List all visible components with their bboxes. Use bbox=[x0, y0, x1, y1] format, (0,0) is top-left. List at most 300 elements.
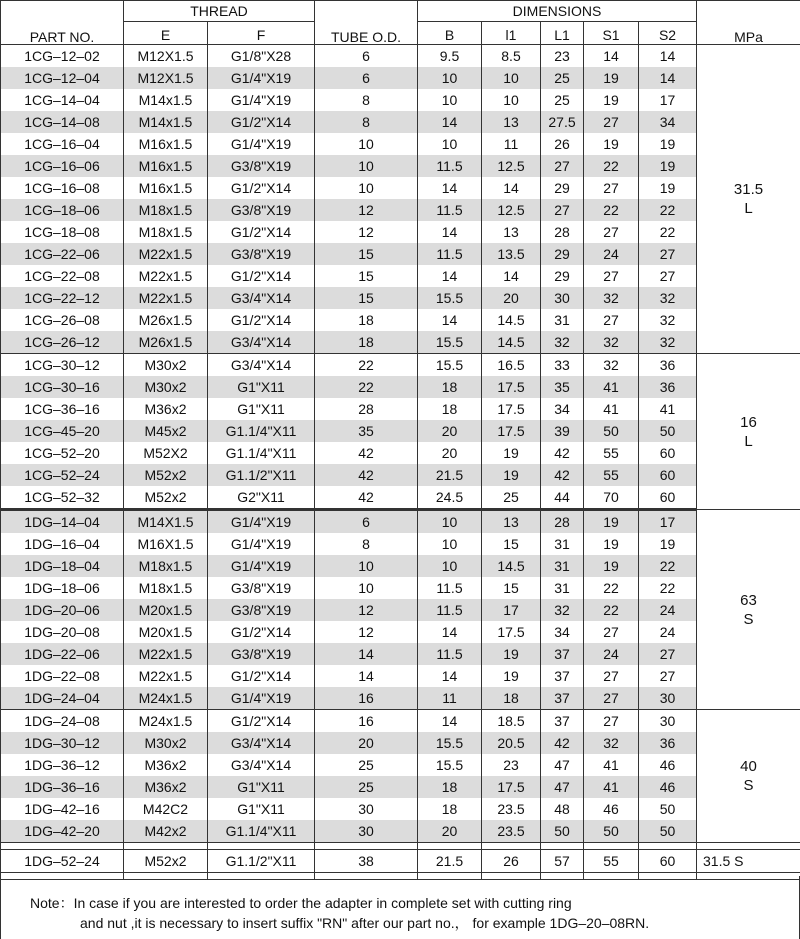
table-row bbox=[1, 732, 800, 754]
cell-tube-od: 14 bbox=[315, 643, 418, 665]
cell-dim-b: 15.5 bbox=[418, 732, 482, 754]
cell-dim-s1: 19 bbox=[584, 89, 639, 111]
cell-dim-s1: 27 bbox=[584, 221, 639, 243]
cell-tube-od: 15 bbox=[315, 243, 418, 265]
cell-dim-l1: 23 bbox=[541, 45, 584, 68]
header-mpa: MPa bbox=[697, 1, 800, 45]
table-row bbox=[1, 221, 800, 243]
cell-dim-s1: 55 bbox=[584, 442, 639, 464]
cell-part-no: 1CG–16–04 bbox=[1, 133, 124, 155]
cell-tube-od: 10 bbox=[315, 555, 418, 577]
cell-thread-e: M14X1.5 bbox=[124, 510, 208, 534]
table-row bbox=[1, 45, 800, 68]
note-label: Note： bbox=[30, 895, 74, 911]
cell-thread-e: M20x1.5 bbox=[124, 621, 208, 643]
cell-thread-e: M20x1.5 bbox=[124, 599, 208, 621]
cell-dim-s1: 41 bbox=[584, 776, 639, 798]
cell-dim-l1: 28 bbox=[541, 510, 584, 534]
cell-dim-l1: 25 bbox=[541, 89, 584, 111]
cell-part-no: 1CG–30–16 bbox=[1, 376, 124, 398]
cell-dim-s2: 36 bbox=[639, 376, 697, 398]
cell-part-no: 1CG–22–06 bbox=[1, 243, 124, 265]
cell-dim-l1-lower: 20 bbox=[482, 287, 541, 309]
table-row bbox=[1, 177, 800, 199]
pressure-rating bbox=[697, 510, 800, 710]
cell-dim-l1-lower: 20.5 bbox=[482, 732, 541, 754]
note-border-left bbox=[0, 876, 1, 939]
spacer-cell bbox=[541, 843, 584, 850]
cell-part-no: 1CG–18–08 bbox=[1, 221, 124, 243]
cell-thread-e: M22x1.5 bbox=[124, 287, 208, 309]
header-dim-b: B bbox=[418, 22, 482, 45]
cell-dim-s2: 14 bbox=[639, 67, 697, 89]
cell-dim-l1: 34 bbox=[541, 398, 584, 420]
cell-dim-l1-lower: 16.5 bbox=[482, 354, 541, 377]
cell-dim-s1: 27 bbox=[584, 111, 639, 133]
cell-part-no: 1DG–24–04 bbox=[1, 687, 124, 710]
cell-dim-b: 9.5 bbox=[418, 45, 482, 68]
pressure-value: 40 bbox=[740, 758, 757, 775]
cell-thread-f: G3/8"X19 bbox=[208, 243, 315, 265]
cell-dim-l1-lower: 17 bbox=[482, 599, 541, 621]
note-line-2: and nut ,it is necessary to insert suffix "RN" after our part no.， for example 1DG–20–08RN. bbox=[80, 915, 650, 931]
cell-part-no: 1CG–26–12 bbox=[1, 331, 124, 354]
cell-thread-f: G1/2"X14 bbox=[208, 665, 315, 687]
cell-thread-e: M22x1.5 bbox=[124, 643, 208, 665]
cell-part-no: 1CG–52–32 bbox=[1, 486, 124, 510]
table-row bbox=[1, 354, 800, 377]
cell-dim-b: 10 bbox=[418, 533, 482, 555]
cell-dim-s1: 27 bbox=[584, 710, 639, 733]
cell-thread-f: G1/2"X14 bbox=[208, 177, 315, 199]
cell-dim-s1: 50 bbox=[584, 420, 639, 442]
cell-thread-e: M26x1.5 bbox=[124, 331, 208, 354]
cell-thread-e: M16X1.5 bbox=[124, 533, 208, 555]
cell-dim-s2: 19 bbox=[639, 533, 697, 555]
pressure-rating: 31.5 S bbox=[697, 850, 800, 873]
table-row bbox=[1, 533, 800, 555]
cell-dim-b: 11.5 bbox=[418, 577, 482, 599]
table-row bbox=[1, 665, 800, 687]
pressure-rating bbox=[697, 45, 800, 354]
cell-dim-l1: 33 bbox=[541, 354, 584, 377]
cell-thread-e: M52x2 bbox=[124, 464, 208, 486]
cell-dim-l1-lower: 12.5 bbox=[482, 155, 541, 177]
cell-dim-l1: 47 bbox=[541, 754, 584, 776]
cell-dim-s2: 27 bbox=[639, 643, 697, 665]
table-row bbox=[1, 265, 800, 287]
pressure-value: 16 bbox=[740, 413, 757, 431]
cell-dim-s2: 60 bbox=[639, 464, 697, 486]
cell-dim-s1: 27 bbox=[584, 265, 639, 287]
table-row bbox=[1, 89, 800, 111]
pressure-series: L bbox=[744, 200, 753, 217]
cell-thread-f: G1/2"X14 bbox=[208, 621, 315, 643]
cell-tube-od: 30 bbox=[315, 798, 418, 820]
cell-dim-l1-lower: 13 bbox=[482, 510, 541, 534]
cell-thread-f: G1"X11 bbox=[208, 798, 315, 820]
table-row bbox=[1, 621, 800, 643]
cell-dim-l1-lower: 19 bbox=[482, 464, 541, 486]
cell-dim-s1: 27 bbox=[584, 687, 639, 710]
cell-dim-l1: 44 bbox=[541, 486, 584, 510]
cell-dim-s1: 19 bbox=[584, 510, 639, 534]
cell-dim-l1: 32 bbox=[541, 331, 584, 354]
cell-dim-l1: 37 bbox=[541, 665, 584, 687]
cell-dim-s2: 27 bbox=[639, 243, 697, 265]
cell-dim-s2: 46 bbox=[639, 776, 697, 798]
cell-thread-e: M18x1.5 bbox=[124, 199, 208, 221]
cell-tube-od: 10 bbox=[315, 155, 418, 177]
cell-dim-b: 14 bbox=[418, 111, 482, 133]
cell-dim-b: 11.5 bbox=[418, 599, 482, 621]
cell-part-no: 1CG–36–16 bbox=[1, 398, 124, 420]
cell-dim-l1-lower: 15 bbox=[482, 533, 541, 555]
cell-dim-b: 15.5 bbox=[418, 754, 482, 776]
table-row bbox=[1, 376, 800, 398]
table-row bbox=[1, 577, 800, 599]
cell-dim-l1-lower: 18.5 bbox=[482, 710, 541, 733]
cell-dim-l1-lower: 17.5 bbox=[482, 398, 541, 420]
cell-thread-f: G1.1/4"X11 bbox=[208, 420, 315, 442]
cell-part-no: 1DG–36–12 bbox=[1, 754, 124, 776]
table-row bbox=[1, 754, 800, 776]
cell-dim-b: 10 bbox=[418, 555, 482, 577]
cell-dim-s2: 14 bbox=[639, 45, 697, 68]
cell-thread-f: G2"X11 bbox=[208, 486, 315, 510]
cell-dim-l1: 27 bbox=[541, 155, 584, 177]
spacer-cell bbox=[482, 843, 541, 850]
cell-thread-f: G1/4"X19 bbox=[208, 510, 315, 534]
cell-thread-f: G3/8"X19 bbox=[208, 599, 315, 621]
table-row bbox=[1, 464, 800, 486]
cell-part-no: 1DG–14–04 bbox=[1, 510, 124, 534]
spacer-cell bbox=[208, 843, 315, 850]
header-tube-od: TUBE O.D. bbox=[315, 1, 418, 45]
cell-dim-l1: 39 bbox=[541, 420, 584, 442]
cell-thread-e: M52X2 bbox=[124, 442, 208, 464]
cell-dim-l1-lower: 13 bbox=[482, 111, 541, 133]
cell-thread-e: M14x1.5 bbox=[124, 89, 208, 111]
table-row bbox=[1, 850, 800, 873]
table-row bbox=[1, 243, 800, 265]
cell-dim-l1: 31 bbox=[541, 577, 584, 599]
cell-dim-l1: 37 bbox=[541, 710, 584, 733]
cell-part-no: 1DG–18–04 bbox=[1, 555, 124, 577]
table-row bbox=[1, 67, 800, 89]
table-row bbox=[1, 776, 800, 798]
cell-part-no: 1DG–20–06 bbox=[1, 599, 124, 621]
cell-tube-od: 8 bbox=[315, 533, 418, 555]
cell-thread-f: G3/4"X14 bbox=[208, 354, 315, 377]
cell-dim-l1-lower: 14 bbox=[482, 265, 541, 287]
cell-dim-s1: 41 bbox=[584, 376, 639, 398]
cell-dim-l1-lower: 14 bbox=[482, 177, 541, 199]
cell-dim-s2: 34 bbox=[639, 111, 697, 133]
cell-dim-s2: 24 bbox=[639, 599, 697, 621]
cell-dim-s2: 22 bbox=[639, 221, 697, 243]
cell-thread-f: G1"X11 bbox=[208, 398, 315, 420]
cell-tube-od: 10 bbox=[315, 177, 418, 199]
header-dim-s1: S1 bbox=[584, 22, 639, 45]
table-row bbox=[1, 398, 800, 420]
cell-tube-od: 12 bbox=[315, 221, 418, 243]
cell-tube-od: 42 bbox=[315, 486, 418, 510]
cell-dim-s2: 60 bbox=[639, 850, 697, 873]
cell-dim-s1: 50 bbox=[584, 820, 639, 843]
table-row bbox=[1, 555, 800, 577]
cell-dim-l1: 31 bbox=[541, 555, 584, 577]
cell-dim-b: 10 bbox=[418, 89, 482, 111]
table-row bbox=[1, 710, 800, 733]
cell-dim-s1: 19 bbox=[584, 133, 639, 155]
pressure-value: 63 bbox=[740, 591, 757, 609]
cell-tube-od: 6 bbox=[315, 67, 418, 89]
cell-part-no: 1DG–20–08 bbox=[1, 621, 124, 643]
cell-dim-b: 14 bbox=[418, 177, 482, 199]
note-line-1 bbox=[30, 893, 572, 913]
cell-dim-b: 15.5 bbox=[418, 331, 482, 354]
cell-thread-e: M52x2 bbox=[124, 850, 208, 873]
table-row bbox=[1, 420, 800, 442]
cell-thread-f: G3/8"X19 bbox=[208, 577, 315, 599]
cell-dim-b: 18 bbox=[418, 398, 482, 420]
header-dim-l1-lower: l1 bbox=[482, 22, 541, 45]
cell-dim-s1: 22 bbox=[584, 577, 639, 599]
cell-dim-b: 11.5 bbox=[418, 155, 482, 177]
cell-thread-f: G1/2"X14 bbox=[208, 710, 315, 733]
cell-dim-s1: 27 bbox=[584, 621, 639, 643]
table-row bbox=[1, 331, 800, 354]
cell-dim-s1: 55 bbox=[584, 850, 639, 873]
cell-thread-e: M16x1.5 bbox=[124, 155, 208, 177]
cell-tube-od: 12 bbox=[315, 599, 418, 621]
table-row bbox=[1, 111, 800, 133]
cell-part-no: 1DG–16–04 bbox=[1, 533, 124, 555]
spacer-cell bbox=[418, 843, 482, 850]
cell-part-no: 1CG–52–20 bbox=[1, 442, 124, 464]
cell-dim-s2: 22 bbox=[639, 199, 697, 221]
cell-thread-e: M22x1.5 bbox=[124, 265, 208, 287]
cell-dim-s2: 32 bbox=[639, 309, 697, 331]
cell-dim-b: 10 bbox=[418, 133, 482, 155]
cell-dim-l1-lower: 26 bbox=[482, 850, 541, 873]
cell-tube-od: 10 bbox=[315, 133, 418, 155]
cell-thread-e: M42x2 bbox=[124, 820, 208, 843]
cell-thread-f: G3/8"X19 bbox=[208, 155, 315, 177]
cell-tube-od: 18 bbox=[315, 331, 418, 354]
cell-thread-e: M52x2 bbox=[124, 486, 208, 510]
cell-part-no: 1CG–18–06 bbox=[1, 199, 124, 221]
cell-thread-e: M18x1.5 bbox=[124, 221, 208, 243]
cell-dim-s1: 70 bbox=[584, 486, 639, 510]
cell-dim-l1-lower: 17.5 bbox=[482, 776, 541, 798]
cell-tube-od: 18 bbox=[315, 309, 418, 331]
cell-dim-b: 21.5 bbox=[418, 464, 482, 486]
spacer-cell bbox=[1, 843, 124, 850]
cell-tube-od: 42 bbox=[315, 442, 418, 464]
cell-thread-f: G1/4"X19 bbox=[208, 89, 315, 111]
cell-dim-b: 14 bbox=[418, 710, 482, 733]
cell-dim-l1: 37 bbox=[541, 643, 584, 665]
cell-dim-s2: 27 bbox=[639, 265, 697, 287]
cell-tube-od: 20 bbox=[315, 732, 418, 754]
cell-dim-s1: 32 bbox=[584, 331, 639, 354]
cell-dim-l1-lower: 15 bbox=[482, 577, 541, 599]
cell-dim-b: 14 bbox=[418, 665, 482, 687]
cell-dim-s2: 24 bbox=[639, 621, 697, 643]
cell-dim-b: 15.5 bbox=[418, 354, 482, 377]
table-row bbox=[1, 643, 800, 665]
cell-thread-e: M45x2 bbox=[124, 420, 208, 442]
cell-dim-l1: 48 bbox=[541, 798, 584, 820]
header-thread: THREAD bbox=[124, 1, 315, 22]
cell-thread-f: G1"X11 bbox=[208, 776, 315, 798]
cell-thread-e: M30x2 bbox=[124, 376, 208, 398]
cell-thread-e: M36x2 bbox=[124, 754, 208, 776]
cell-thread-e: M18x1.5 bbox=[124, 577, 208, 599]
cell-thread-f: G1/4"X19 bbox=[208, 555, 315, 577]
cell-tube-od: 16 bbox=[315, 687, 418, 710]
cell-tube-od: 35 bbox=[315, 420, 418, 442]
pressure-rating bbox=[697, 354, 800, 510]
cell-dim-s2: 19 bbox=[639, 133, 697, 155]
cell-dim-b: 15.5 bbox=[418, 287, 482, 309]
cell-dim-l1: 27.5 bbox=[541, 111, 584, 133]
cell-thread-f: G3/4"X14 bbox=[208, 732, 315, 754]
cell-thread-f: G3/4"X14 bbox=[208, 287, 315, 309]
cell-tube-od: 25 bbox=[315, 776, 418, 798]
cell-dim-s2: 50 bbox=[639, 820, 697, 843]
cell-part-no: 1CG–22–12 bbox=[1, 287, 124, 309]
cell-dim-b: 11.5 bbox=[418, 199, 482, 221]
cell-dim-b: 11.5 bbox=[418, 243, 482, 265]
cell-tube-od: 16 bbox=[315, 710, 418, 733]
cell-tube-od: 6 bbox=[315, 510, 418, 534]
cell-dim-l1-lower: 8.5 bbox=[482, 45, 541, 68]
cell-part-no: 1CG–45–20 bbox=[1, 420, 124, 442]
spacer-cell bbox=[124, 843, 208, 850]
cell-dim-l1: 25 bbox=[541, 67, 584, 89]
cell-dim-l1-lower: 14.5 bbox=[482, 331, 541, 354]
cell-thread-e: M26x1.5 bbox=[124, 309, 208, 331]
cell-thread-e: M16x1.5 bbox=[124, 133, 208, 155]
pressure-rating bbox=[697, 710, 800, 843]
spacer-cell bbox=[639, 843, 697, 850]
cell-part-no: 1CG–14–08 bbox=[1, 111, 124, 133]
cell-dim-s1: 32 bbox=[584, 354, 639, 377]
cell-thread-f: G1/4"X19 bbox=[208, 133, 315, 155]
table-row bbox=[1, 309, 800, 331]
cell-dim-l1-lower: 11 bbox=[482, 133, 541, 155]
header-thread-f: F bbox=[208, 22, 315, 45]
cell-dim-l1-lower: 13.5 bbox=[482, 243, 541, 265]
order-note bbox=[0, 876, 800, 939]
table-row bbox=[1, 199, 800, 221]
cell-dim-b: 18 bbox=[418, 776, 482, 798]
cell-dim-l1-lower: 19 bbox=[482, 665, 541, 687]
cell-dim-s1: 55 bbox=[584, 464, 639, 486]
cell-dim-l1-lower: 14.5 bbox=[482, 309, 541, 331]
cell-part-no: 1DG–36–16 bbox=[1, 776, 124, 798]
note-text-1: In case if you are interested to order the adapter in complete set with cutting ring bbox=[73, 895, 572, 911]
cell-dim-s2: 19 bbox=[639, 155, 697, 177]
cell-dim-s2: 27 bbox=[639, 665, 697, 687]
cell-thread-e: M24x1.5 bbox=[124, 687, 208, 710]
cell-dim-s2: 30 bbox=[639, 710, 697, 733]
cell-dim-s1: 14 bbox=[584, 45, 639, 68]
cell-tube-od: 28 bbox=[315, 398, 418, 420]
cell-dim-b: 14 bbox=[418, 221, 482, 243]
cell-dim-b: 14 bbox=[418, 621, 482, 643]
cell-dim-l1: 42 bbox=[541, 732, 584, 754]
cell-dim-s1: 19 bbox=[584, 533, 639, 555]
cell-thread-f: G1/2"X14 bbox=[208, 111, 315, 133]
cell-dim-l1: 27 bbox=[541, 199, 584, 221]
cell-thread-e: M30x2 bbox=[124, 354, 208, 377]
cell-thread-e: M36x2 bbox=[124, 398, 208, 420]
cell-dim-l1: 42 bbox=[541, 442, 584, 464]
cell-dim-l1-lower: 17.5 bbox=[482, 621, 541, 643]
cell-dim-b: 24.5 bbox=[418, 486, 482, 510]
cell-dim-l1: 32 bbox=[541, 599, 584, 621]
cell-dim-s2: 36 bbox=[639, 732, 697, 754]
pressure-value: 31.5 bbox=[733, 181, 764, 198]
cell-part-no: 1CG–52–24 bbox=[1, 464, 124, 486]
cell-dim-b: 10 bbox=[418, 67, 482, 89]
cell-tube-od: 6 bbox=[315, 45, 418, 68]
cell-tube-od: 15 bbox=[315, 287, 418, 309]
cell-part-no: 1DG–42–16 bbox=[1, 798, 124, 820]
cell-dim-s1: 19 bbox=[584, 67, 639, 89]
cell-thread-f: G1/4"X19 bbox=[208, 533, 315, 555]
cell-part-no: 1CG–16–08 bbox=[1, 177, 124, 199]
cell-dim-l1-lower: 23 bbox=[482, 754, 541, 776]
cell-dim-l1: 34 bbox=[541, 621, 584, 643]
cell-thread-e: M16x1.5 bbox=[124, 177, 208, 199]
cell-dim-s1: 27 bbox=[584, 177, 639, 199]
cell-dim-s1: 24 bbox=[584, 243, 639, 265]
cell-dim-s2: 22 bbox=[639, 555, 697, 577]
cell-thread-e: M22x1.5 bbox=[124, 243, 208, 265]
cell-thread-e: M42C2 bbox=[124, 798, 208, 820]
cell-thread-f: G1.1/4"X11 bbox=[208, 442, 315, 464]
cell-dim-b: 20 bbox=[418, 420, 482, 442]
cell-thread-f: G3/4"X14 bbox=[208, 754, 315, 776]
cell-tube-od: 42 bbox=[315, 464, 418, 486]
cell-part-no: 1CG–16–06 bbox=[1, 155, 124, 177]
cell-tube-od: 22 bbox=[315, 354, 418, 377]
table-row bbox=[1, 133, 800, 155]
header-thread-e: E bbox=[124, 22, 208, 45]
cell-dim-s2: 19 bbox=[639, 177, 697, 199]
cell-part-no: 1DG–52–24 bbox=[1, 850, 124, 873]
cell-dim-s1: 32 bbox=[584, 287, 639, 309]
header-part-no: PART NO. bbox=[1, 1, 124, 45]
cell-dim-l1-lower: 10 bbox=[482, 67, 541, 89]
cell-dim-b: 10 bbox=[418, 510, 482, 534]
cell-part-no: 1CG–22–08 bbox=[1, 265, 124, 287]
cell-tube-od: 12 bbox=[315, 199, 418, 221]
cell-dim-s2: 60 bbox=[639, 442, 697, 464]
cell-thread-f: G1/2"X14 bbox=[208, 309, 315, 331]
cell-thread-e: M24x1.5 bbox=[124, 710, 208, 733]
cell-thread-f: G1.1/2"X11 bbox=[208, 850, 315, 873]
cell-tube-od: 12 bbox=[315, 621, 418, 643]
cell-thread-e: M36x2 bbox=[124, 776, 208, 798]
cell-tube-od: 25 bbox=[315, 754, 418, 776]
cell-dim-l1: 28 bbox=[541, 221, 584, 243]
